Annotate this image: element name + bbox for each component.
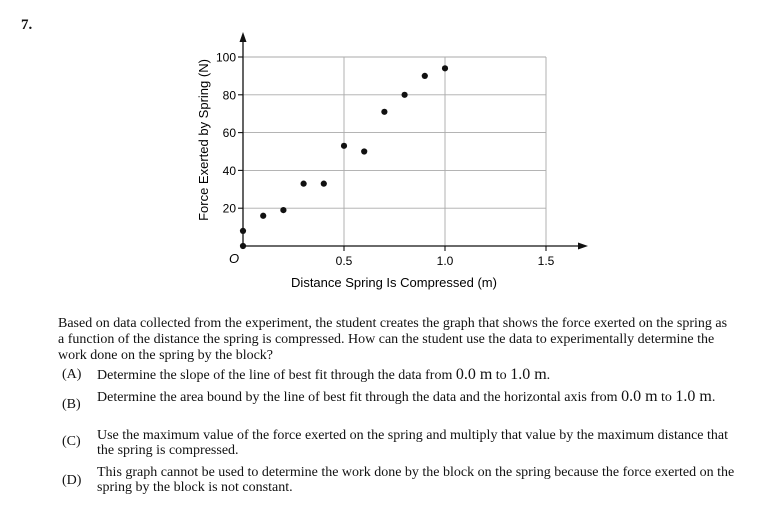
data-point [361,148,367,154]
data-point [301,181,307,187]
data-point [260,213,266,219]
choice-value: 0.0 m [621,388,658,405]
data-point [422,73,428,79]
data-point [381,109,387,115]
question-number: 7. [21,17,33,33]
data-point [321,181,327,187]
y-tick-label: 100 [215,50,236,65]
x-tick-label: 1.5 [537,254,555,268]
choice-text: . [546,368,551,383]
data-point [240,228,246,234]
data-point [402,92,408,98]
data-point [341,143,347,149]
data-point [442,65,448,71]
choice-value: 1.0 m [510,366,547,383]
choice-text: Use the maximum value of the force exerted on the spring and multiply that value by the maximum distance that the spring is compressed. [97,428,728,458]
data-point [240,243,246,249]
choice-text: . [711,390,716,405]
choice-label: (C) [62,434,81,449]
x-axis-arrow [578,243,588,250]
choice-label: (D) [62,473,82,488]
choice-value: 0.0 m [455,366,493,383]
choice-text: This graph cannot be used to determine the work done by the block on the spring because the force exerted on the spring by the block is not constant. [97,465,735,495]
y-tick-label: 40 [222,163,236,178]
axes [240,32,589,250]
choice-value: 1.0 m [675,388,712,405]
choice-label: (A) [62,367,82,382]
choice-text: to [657,390,676,405]
y-axis-label: Force Exerted by Spring (N) [196,59,211,221]
y-axis-arrow [240,32,247,42]
question-text: Based on data collected from the experiment, the student creates the graph that shows the force exerted on the spring as a function of the distance the spring is compressed. How can the student use the data to experimentally determine the work done on the spring by the block? [58,316,728,363]
choice-text: to [492,368,511,383]
choice-text: Determine the area bound by the line of best fit through the data and the horizontal axis from [97,390,622,405]
origin-label: O [229,251,240,266]
y-tick-label: 80 [222,88,236,103]
y-tick-label: 60 [222,126,236,141]
data-point [280,207,286,213]
choice-text: Determine the slope of the line of best fit through the data from [97,368,456,383]
plot-grid [243,57,546,246]
x-tick-label: 1.0 [436,254,454,268]
x-axis-label: Distance Spring Is Compressed (m) [291,275,497,290]
y-tick-label: 20 [222,201,236,216]
choice-label: (B) [62,397,81,412]
x-tick-label: 0.5 [335,254,353,268]
